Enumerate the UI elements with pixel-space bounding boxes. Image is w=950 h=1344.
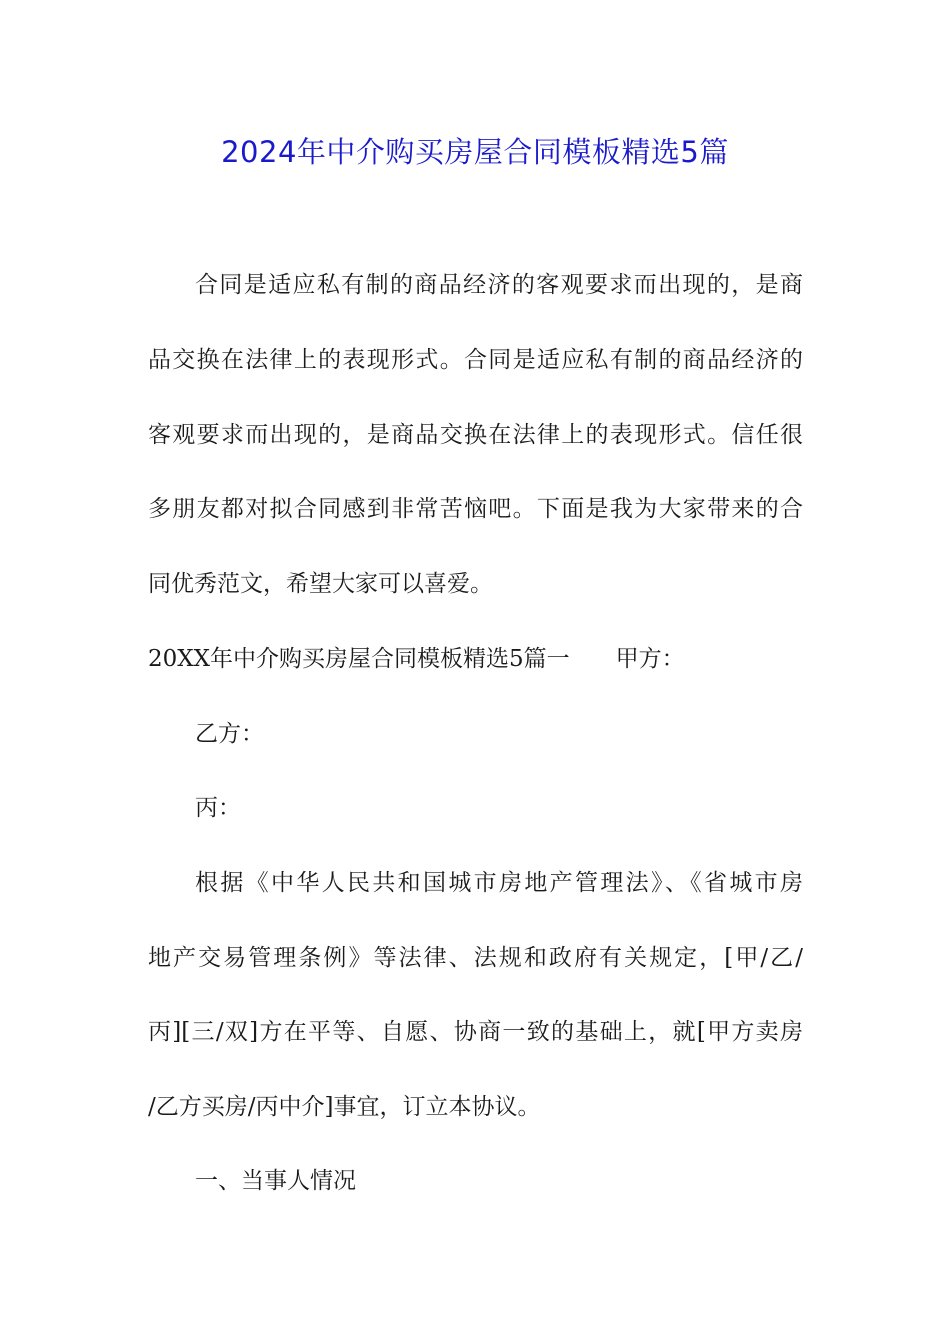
section-heading-line: 20XX年中介购买房屋合同模板精选5篇一 甲方：: [148, 646, 685, 672]
paragraph-line: 同优秀范文，希望大家可以喜爱。: [148, 571, 493, 597]
paragraph-line: 丙][三/双]方在平等、自愿、协商一致的基础上，就[甲方卖房: [148, 1019, 803, 1045]
paragraph-line: 根据《中华人民共和国城市房地产管理法》、《省城市房: [195, 870, 803, 896]
document-title: 2024年中介购买房屋合同模板精选5篇: [221, 135, 729, 169]
paragraph-line: 客观要求而出现的，是商品交换在法律上的表现形式。信任很: [148, 422, 803, 448]
paragraph-line: /乙方买房/丙中介]事宜，订立本协议。: [148, 1094, 541, 1120]
party-b-label: 乙方：: [195, 721, 264, 747]
clause-heading: 一、当事人情况: [195, 1168, 356, 1194]
paragraph-line: 合同是适应私有制的商品经济的客观要求而出现的，是商: [195, 272, 803, 298]
paragraph-line: 多朋友都对拟合同感到非常苦恼吧。下面是我为大家带来的合: [148, 496, 803, 522]
paragraph-line: 地产交易管理条例》等法律、法规和政府有关规定，[甲/乙/: [148, 945, 803, 971]
party-c-label: 丙：: [195, 795, 241, 821]
paragraph-line: 品交换在法律上的表现形式。合同是适应私有制的商品经济的: [148, 347, 803, 373]
